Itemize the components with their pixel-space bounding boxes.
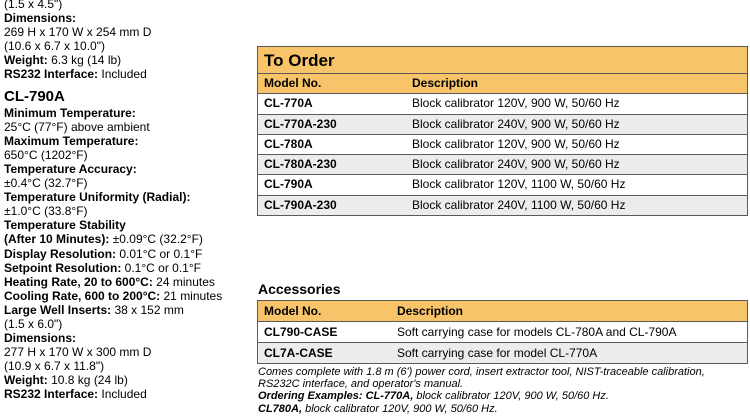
comes-complete-note: Comes complete with 1.8 m (6') power cord, insert extractor tool, NIST-traceable calibration, RS232C interface, and operator's manual. (258, 366, 705, 391)
description-cell: Block calibrator 240V, 1100 W, 50/60 Hz (412, 197, 626, 212)
spec-value: 25°C (77°F) above ambient (4, 119, 150, 134)
spec-line: (1.5 x 4.5") (4, 0, 63, 11)
table-row (258, 115, 747, 135)
accessories-table (257, 300, 748, 364)
spec-line (4, 120, 254, 134)
spec-label: Dimensions: (4, 331, 77, 346)
spec-value: 650°C (1202°F) (4, 147, 88, 162)
spec-line (4, 148, 254, 162)
spec-label: Temperature Stability (4, 218, 126, 233)
ordering-example-label: Ordering Examples: CL-770A, (258, 390, 414, 403)
spec-label: Maximum Temperature: (4, 133, 139, 148)
spec-label: RS232 Interface: (4, 387, 99, 402)
spec-line (4, 53, 254, 67)
spec-line (4, 204, 254, 218)
spec-value: 0.01°C or 0.1°F (116, 246, 203, 261)
table-row (258, 155, 747, 175)
spec-value: (10.9 x 6.7 x 11.8") (4, 359, 105, 374)
spec-line (4, 190, 254, 204)
spec-line (4, 331, 254, 345)
model-number-cell: CL-780A-230 (264, 157, 337, 172)
spec-label: Cooling Rate, 600 to 200°C: (4, 288, 161, 303)
spec-label: Heating Rate, 20 to 600°C: (4, 274, 153, 289)
spec-line (4, 345, 254, 359)
spec-value: Included (98, 387, 147, 402)
spec-label: Temperature Accuracy: (4, 161, 137, 176)
table-row (258, 175, 747, 195)
description-cell: Block calibrator 240V, 900 W, 50/60 Hz (412, 116, 620, 131)
spec-line (4, 317, 254, 331)
to-order-header-row (258, 74, 747, 94)
ordering-notes (258, 366, 748, 415)
description-cell: Block calibrator 240V, 900 W, 50/60 Hz (412, 157, 620, 172)
spec-line (4, 387, 254, 401)
model-column-header: Model No. (264, 76, 322, 90)
model-number-cell: CL-790A-230 (264, 197, 337, 212)
table-row (258, 196, 747, 215)
spec-label: Large Well Inserts: (4, 302, 112, 317)
spec-value: 6.3 kg (14 lb) (47, 53, 122, 68)
spec-label: Temperature Uniformity (Radial): (4, 190, 191, 205)
spec-line (4, 106, 254, 120)
spec-line (4, 359, 254, 373)
spec-label: RS232 Interface: (4, 67, 99, 82)
description-cell: Soft carrying case for models CL-780A and CL-790A (397, 325, 677, 339)
model-number-cell: CL7A-CASE (264, 346, 333, 360)
spec-line (4, 218, 254, 232)
ordering-example-1 (258, 390, 748, 402)
spec-value: ±1.0°C (33.8°F) (4, 204, 88, 219)
description-column-header: Description (397, 304, 464, 318)
spec-line (4, 303, 254, 317)
to-order-title: To Order (258, 47, 747, 74)
spec-line (4, 162, 254, 176)
spec-value: (1.5 x 6.0") (4, 316, 63, 331)
spec-value: ±0.4°C (32.7°F) (4, 176, 88, 191)
spec-value: 269 H x 170 W x 254 mm D (4, 25, 152, 40)
accessories-header-row (258, 301, 747, 322)
model-number-cell: CL790-CASE (264, 325, 338, 339)
specifications-column (4, 0, 254, 402)
spec-line (4, 289, 254, 303)
description-cell: Block calibrator 120V, 900 W, 50/60 Hz (412, 96, 620, 111)
spec-value: ±0.09°C (32.2°F) (109, 232, 203, 247)
spec-value: 277 H x 170 W x 300 mm D (4, 345, 152, 360)
spec-line (4, 176, 254, 190)
ordering-example-text: block calibrator 120V, 900 W, 50/60 Hz. (413, 390, 609, 403)
description-column-header: Description (412, 76, 479, 90)
table-row (258, 135, 747, 155)
model-number-cell: CL-790A (264, 177, 313, 192)
model-number-cell: CL-780A (264, 136, 313, 151)
spec-line (4, 134, 254, 148)
spec-line (4, 247, 254, 261)
model-heading: CL-790A (4, 87, 65, 105)
spec-value: 10.8 kg (24 lb) (47, 373, 128, 388)
ordering-example-text: block calibrator 120V, 900 W, 50/60 Hz. (302, 402, 498, 415)
spec-label: Weight: (4, 53, 48, 68)
spec-label: Dimensions: (4, 11, 77, 26)
spec-line (4, 11, 254, 25)
spec-label: (After 10 Minutes): (4, 232, 110, 247)
ordering-example-model: CL780A, (258, 402, 303, 415)
model-column-header: Model No. (264, 304, 322, 318)
to-order-table (257, 46, 748, 216)
spec-line (4, 39, 254, 53)
table-row (258, 322, 747, 343)
spec-label: Display Resolution: (4, 246, 117, 261)
spec-label: Minimum Temperature: (4, 105, 136, 120)
description-cell: Soft carrying case for model CL-770A (397, 346, 598, 360)
table-row (258, 343, 747, 363)
spec-value: (10.6 x 6.7 x 10.0") (4, 39, 105, 54)
spec-line (4, 373, 254, 387)
spec-line (4, 67, 254, 81)
spec-value: 24 minutes (152, 274, 215, 289)
spec-value: 0.1°C or 0.1°F (121, 260, 201, 275)
spec-value: 21 minutes (160, 288, 223, 303)
table-row (258, 94, 747, 114)
spec-line (4, 261, 254, 275)
accessories-title: Accessories (258, 281, 341, 297)
model-number-cell: CL-770A (264, 96, 313, 111)
spec-value: Included (98, 67, 147, 82)
spec-label: Setpoint Resolution: (4, 260, 122, 275)
ordering-example-2 (258, 403, 748, 415)
spec-line (4, 275, 254, 289)
description-cell: Block calibrator 120V, 900 W, 50/60 Hz (412, 136, 620, 151)
spec-label: Weight: (4, 373, 48, 388)
spec-value: 38 x 152 mm (111, 302, 184, 317)
spec-line (4, 232, 254, 246)
spec-line (4, 25, 254, 39)
model-number-cell: CL-770A-230 (264, 116, 337, 131)
description-cell: Block calibrator 120V, 1100 W, 50/60 Hz (412, 177, 626, 192)
